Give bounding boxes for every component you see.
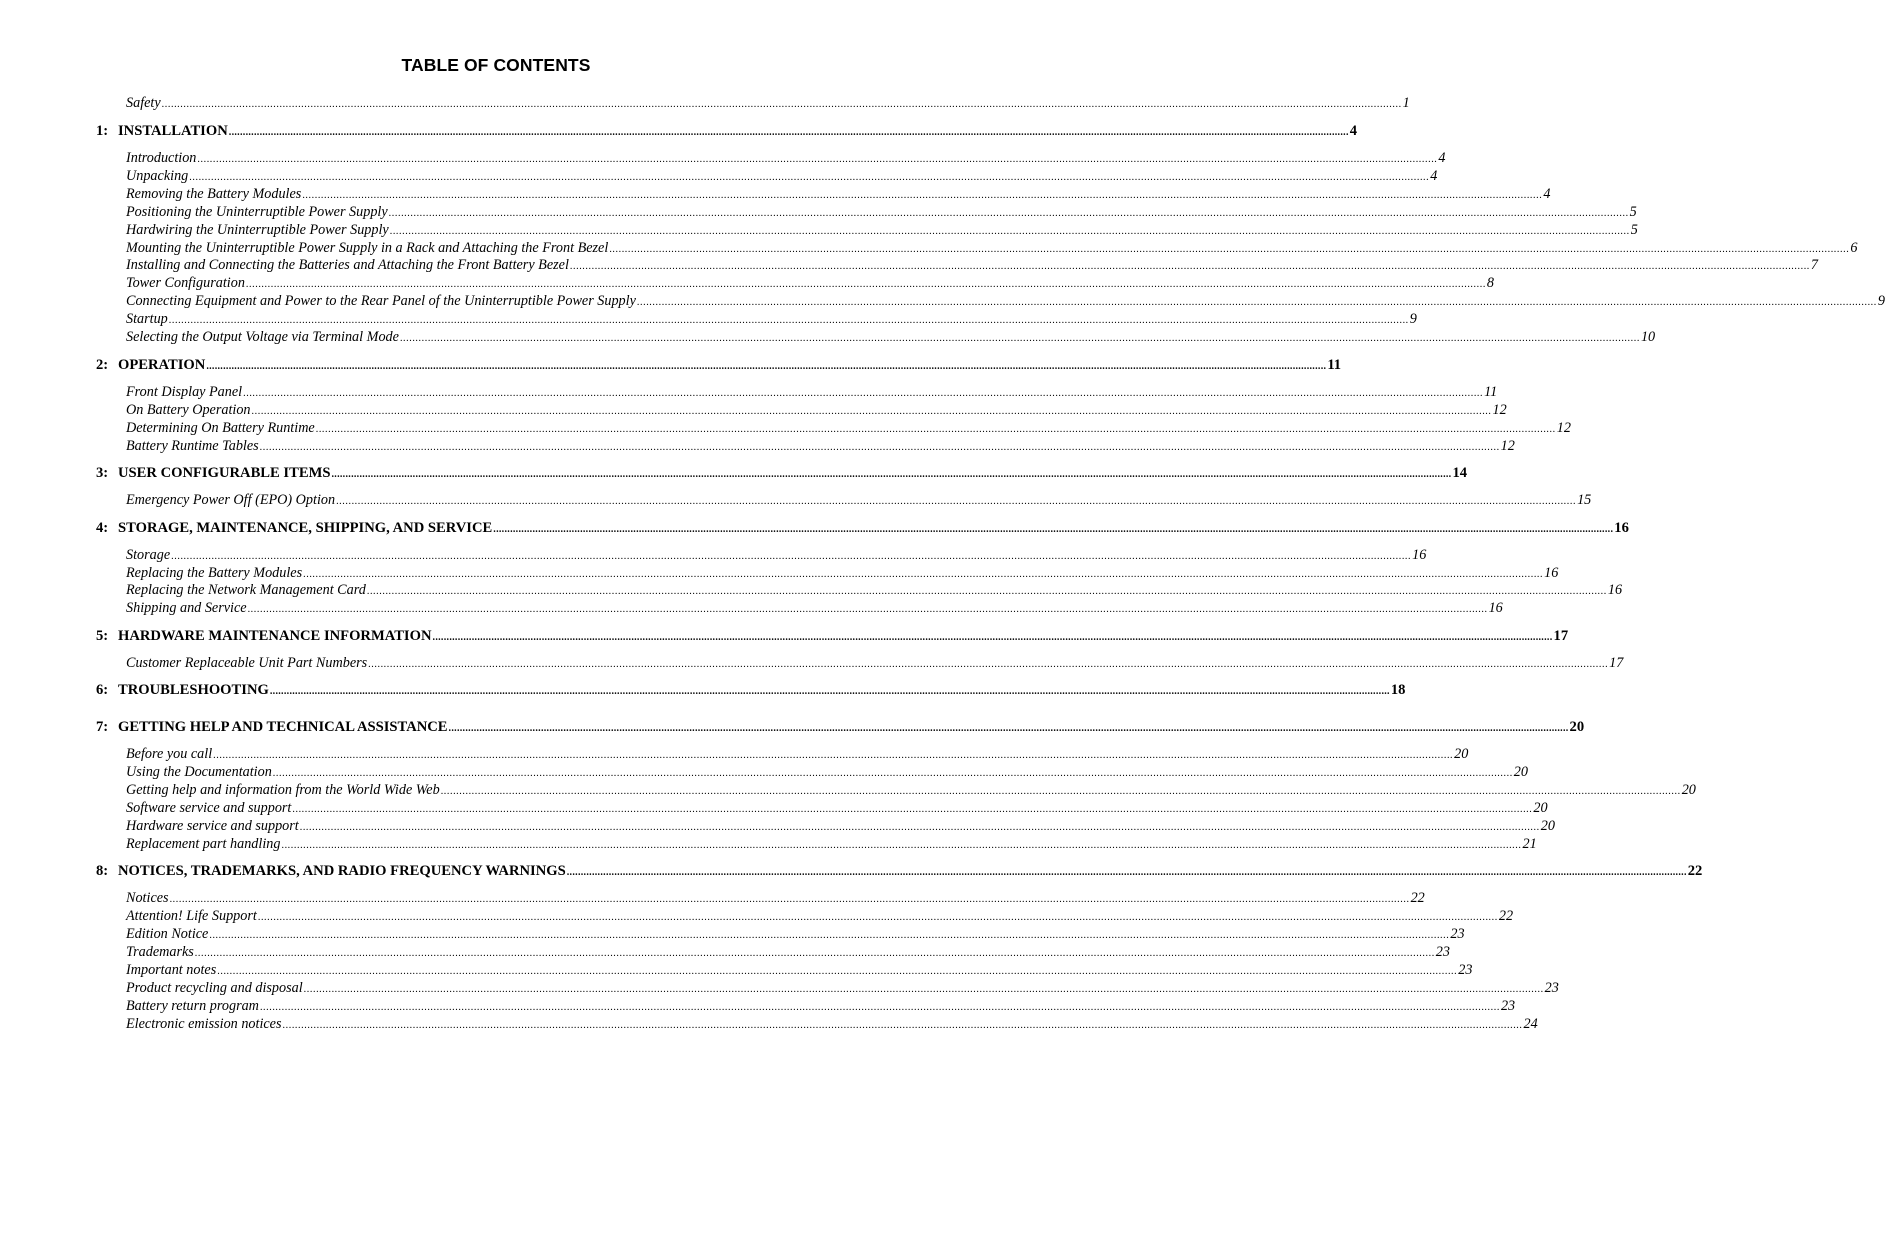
entry-label: Edition Notice	[126, 926, 209, 942]
entry-label: On Battery Operation	[126, 402, 251, 418]
toc-section-entry[interactable]	[126, 492, 1592, 509]
entry-label: NOTICES, TRADEMARKS, AND RADIO FREQUENCY WARNINGS	[118, 863, 566, 879]
page-number: 20	[1513, 764, 1528, 780]
dot-leader: ................................................................................................................................................................................................................................................................................................................................................................................................................	[315, 424, 1556, 435]
toc-section-entry[interactable]	[126, 293, 1885, 310]
toc-section-entry[interactable]	[126, 890, 1425, 907]
toc-section-entry[interactable]	[126, 150, 1446, 167]
toc-chapter-entry[interactable]	[96, 123, 1358, 140]
page-number: 23	[1435, 944, 1450, 960]
page-number: 15	[1577, 492, 1592, 508]
page-number: 20	[1454, 746, 1469, 762]
dot-leader: ................................................................................................................................................................................................................................................................................................................................................................................................................	[388, 208, 1629, 219]
page-number: 16	[1488, 600, 1503, 616]
dot-leader: ................................................................................................................................................................................................................................................................................................................................................................................................................	[168, 315, 1409, 326]
page-number: 16	[1412, 547, 1427, 563]
dot-leader: ................................................................................................................................................................................................................................................................................................................................................................................................................	[209, 930, 1450, 941]
toc-chapter-entry[interactable]	[96, 357, 1342, 374]
toc-section-entry[interactable]	[126, 257, 1818, 274]
chapter-number: 2:	[96, 357, 109, 373]
dot-leader: ................................................................................................................................................................................................................................................................................................................................................................................................................	[366, 586, 1607, 597]
toc-section-entry[interactable]	[126, 402, 1507, 419]
toc-section-entry[interactable]	[126, 962, 1473, 979]
dot-leader: ................................................................................................................................................................................................................................................................................................................................................................................................................	[194, 948, 1435, 959]
toc-chapter-entry[interactable]	[96, 465, 1468, 482]
dot-leader: ................................................................................................................................................................................................................................................................................................................................................................................................................	[566, 867, 1687, 878]
toc-section-entry[interactable]	[126, 547, 1427, 564]
page-number: 5	[1629, 204, 1637, 220]
toc-section-entry[interactable]	[126, 438, 1515, 455]
dot-leader: ................................................................................................................................................................................................................................................................................................................................................................................................................	[259, 1002, 1500, 1013]
page-number: 20	[1540, 818, 1555, 834]
entry-label: Attention! Life Support	[126, 908, 257, 924]
entry-label: Replacing the Battery Modules	[126, 565, 303, 581]
toc-section-entry[interactable]	[126, 926, 1465, 943]
entry-label: Hardwiring the Uninterruptible Power Supply	[126, 222, 389, 238]
page-number: 11	[1484, 384, 1498, 400]
dot-leader: ................................................................................................................................................................................................................................................................................................................................................................................................................	[161, 99, 1402, 110]
entry-label: Replacement part handling	[126, 836, 281, 852]
dot-leader: ................................................................................................................................................................................................................................................................................................................................................................................................................	[303, 569, 1544, 580]
entry-label: Front Display Panel	[126, 384, 243, 400]
page-number: 24	[1523, 1016, 1538, 1032]
toc-section-entry[interactable]	[126, 384, 1498, 401]
toc-section-entry[interactable]	[126, 275, 1495, 292]
dot-leader: ................................................................................................................................................................................................................................................................................................................................................................................................................	[171, 551, 1412, 562]
page-number: 21	[1522, 836, 1537, 852]
entry-label: Determining On Battery Runtime	[126, 420, 315, 436]
page-number: 22	[1498, 908, 1514, 924]
entry-label: Using the Documentation	[126, 764, 272, 780]
dot-leader: ................................................................................................................................................................................................................................................................................................................................................................................................................	[432, 632, 1553, 643]
page-number: 4	[1438, 150, 1446, 166]
dot-leader: ................................................................................................................................................................................................................................................................................................................................................................................................................	[569, 261, 1810, 272]
entry-label: Battery return program	[126, 998, 259, 1014]
toc-section-entry[interactable]	[126, 1016, 1538, 1033]
entry-label: Product recycling and disposal	[126, 980, 303, 996]
entry-label: Selecting the Output Voltage via Terminal Mode	[126, 329, 399, 345]
entry-label: Tower Configuration	[126, 275, 245, 291]
page-number: 23	[1544, 980, 1559, 996]
dot-leader: ................................................................................................................................................................................................................................................................................................................................................................................................................	[251, 406, 1492, 417]
page-number: 14	[1452, 465, 1468, 481]
page-number: 4	[1430, 168, 1438, 184]
page-number: 23	[1450, 926, 1465, 942]
toc-section-entry[interactable]	[126, 800, 1548, 817]
dot-leader: ................................................................................................................................................................................................................................................................................................................................................................................................................	[217, 966, 1458, 977]
entry-label: GETTING HELP AND TECHNICAL ASSISTANCE	[118, 719, 448, 735]
toc-chapter-entry[interactable]	[96, 719, 1585, 736]
chapter-number: 5:	[96, 628, 109, 644]
entry-label: Before you call	[126, 746, 213, 762]
dot-leader: ................................................................................................................................................................................................................................................................................................................................................................................................................	[292, 804, 1533, 815]
entry-label: Positioning the Uninterruptible Power Supply	[126, 204, 388, 220]
dot-leader: ................................................................................................................................................................................................................................................................................................................................................................................................................	[281, 840, 1522, 851]
toc-section-entry[interactable]	[126, 329, 1656, 346]
page-number: 20	[1569, 719, 1585, 735]
toc-section-entry[interactable]	[126, 95, 1410, 112]
dot-leader: ................................................................................................................................................................................................................................................................................................................................................................................................................	[448, 723, 1569, 734]
page-number: 22	[1687, 863, 1703, 879]
page-number: 12	[1500, 438, 1515, 454]
dot-leader: ................................................................................................................................................................................................................................................................................................................................................................................................................	[197, 154, 1438, 165]
chapter-number: 7:	[96, 719, 109, 735]
page-number: 7	[1810, 257, 1818, 273]
entry-label: USER CONFIGURABLE ITEMS	[118, 465, 331, 481]
dot-leader: ................................................................................................................................................................................................................................................................................................................................................................................................................	[609, 244, 1850, 255]
toc-section-entry[interactable]	[126, 764, 1528, 781]
chapter-number: 8:	[96, 863, 109, 879]
page-number: 17	[1609, 655, 1624, 671]
page-number: 22	[1410, 890, 1425, 906]
dot-leader: ................................................................................................................................................................................................................................................................................................................................................................................................................	[282, 1020, 1523, 1031]
toc-section-entry[interactable]	[126, 908, 1514, 925]
toc-chapter-entry[interactable]	[96, 520, 1629, 537]
entry-label: Replacing the Network Management Card	[126, 582, 366, 598]
dot-leader: ................................................................................................................................................................................................................................................................................................................................................................................................................	[213, 750, 1454, 761]
toc-section-entry[interactable]	[126, 204, 1637, 221]
page-number: 20	[1533, 800, 1548, 816]
toc-chapter-entry[interactable]	[96, 682, 1406, 699]
toc-section-entry[interactable]	[126, 998, 1516, 1015]
dot-leader: ................................................................................................................................................................................................................................................................................................................................................................................................................	[336, 496, 1577, 507]
entry-label: Battery Runtime Tables	[126, 438, 259, 454]
entry-label: Connecting Equipment and Power to the Rear Panel of the Uninterruptible Power Supply	[126, 293, 636, 309]
toc-section-entry[interactable]	[126, 600, 1503, 617]
page-number: 23	[1458, 962, 1473, 978]
page-number: 20	[1681, 782, 1696, 798]
chapter-number: 3:	[96, 465, 109, 481]
toc-section-entry[interactable]	[126, 420, 1571, 437]
page-number: 16	[1544, 565, 1559, 581]
toc-section-entry[interactable]	[126, 240, 1858, 257]
page-number: 6	[1850, 240, 1858, 256]
entry-label: Notices	[126, 890, 169, 906]
page-title: TABLE OF CONTENTS	[401, 55, 591, 75]
dot-leader: ................................................................................................................................................................................................................................................................................................................................................................................................................	[206, 361, 1327, 372]
page-number: 18	[1390, 682, 1406, 698]
dot-leader: ................................................................................................................................................................................................................................................................................................................................................................................................................	[269, 686, 1390, 697]
page-number: 4	[1349, 123, 1358, 139]
entry-label: Removing the Battery Modules	[126, 186, 302, 202]
entry-label: Introduction	[126, 150, 197, 166]
dot-leader: ................................................................................................................................................................................................................................................................................................................................................................................................................	[368, 659, 1609, 670]
dot-leader: ................................................................................................................................................................................................................................................................................................................................................................................................................	[399, 333, 1640, 344]
page-number: 16	[1614, 520, 1629, 536]
dot-leader: ................................................................................................................................................................................................................................................................................................................................................................................................................	[440, 786, 1681, 797]
chapter-number: 4:	[96, 520, 109, 536]
dot-leader: ................................................................................................................................................................................................................................................................................................................................................................................................................	[228, 127, 1349, 138]
entry-label: Storage	[126, 547, 171, 563]
page-number: 17	[1553, 628, 1569, 644]
entry-label: Startup	[126, 311, 168, 327]
toc-section-entry[interactable]	[126, 565, 1559, 582]
chapter-number: 1:	[96, 123, 109, 139]
entry-label: Getting help and information from the World Wide Web	[126, 782, 440, 798]
dot-leader: ................................................................................................................................................................................................................................................................................................................................................................................................................	[257, 912, 1498, 923]
dot-leader: ................................................................................................................................................................................................................................................................................................................................................................................................................	[245, 279, 1486, 290]
entry-label: Mounting the Uninterruptible Power Supply in a Rack and Attaching the Front Bezel	[126, 240, 609, 256]
entry-label: Shipping and Service	[126, 600, 247, 616]
entry-label: Installing and Connecting the Batteries and Attaching the Front Battery Bezel	[126, 257, 569, 273]
toc-section-entry[interactable]	[126, 311, 1417, 328]
page-number: 16	[1607, 582, 1623, 598]
toc-section-entry[interactable]	[126, 168, 1438, 185]
dot-leader: ................................................................................................................................................................................................................................................................................................................................................................................................................	[493, 524, 1614, 535]
page-number: 9	[1409, 311, 1417, 327]
toc-section-entry[interactable]	[126, 782, 1696, 799]
dot-leader: ................................................................................................................................................................................................................................................................................................................................................................................................................	[303, 984, 1544, 995]
dot-leader: ................................................................................................................................................................................................................................................................................................................................................................................................................	[389, 226, 1630, 237]
entry-label: Hardware service and support	[126, 818, 299, 834]
dot-leader: ................................................................................................................................................................................................................................................................................................................................................................................................................	[272, 768, 1513, 779]
page-number: 23	[1500, 998, 1516, 1014]
dot-leader: ................................................................................................................................................................................................................................................................................................................................................................................................................	[169, 894, 1410, 905]
entry-label: Trademarks	[126, 944, 194, 960]
entry-label: TROUBLESHOOTING	[118, 682, 269, 698]
entry-label: Customer Replaceable Unit Part Numbers	[126, 655, 368, 671]
dot-leader: ................................................................................................................................................................................................................................................................................................................................................................................................................	[247, 604, 1488, 615]
toc-chapter-entry[interactable]	[96, 863, 1703, 880]
entry-label: Unpacking	[126, 168, 189, 184]
entry-label: Software service and support	[126, 800, 292, 816]
entry-label: INSTALLATION	[118, 123, 228, 139]
toc-section-entry[interactable]	[126, 222, 1638, 239]
page-number: 1	[1402, 95, 1410, 111]
page-number: 4	[1543, 186, 1551, 202]
dot-leader: ................................................................................................................................................................................................................................................................................................................................................................................................................	[302, 190, 1543, 201]
entry-label: STORAGE, MAINTENANCE, SHIPPING, AND SERVICE	[118, 520, 493, 536]
page-number: 9	[1877, 293, 1885, 309]
toc-section-entry[interactable]	[126, 186, 1551, 203]
entry-label: Safety	[126, 95, 161, 111]
toc-section-entry[interactable]	[126, 944, 1450, 961]
page-number: 8	[1486, 275, 1495, 291]
dot-leader: ................................................................................................................................................................................................................................................................................................................................................................................................................	[636, 297, 1877, 308]
entry-label: HARDWARE MAINTENANCE INFORMATION	[118, 628, 432, 644]
dot-leader: ................................................................................................................................................................................................................................................................................................................................................................................................................	[331, 469, 1452, 480]
toc-section-entry[interactable]	[126, 818, 1555, 835]
toc-section-entry[interactable]	[126, 582, 1623, 599]
toc-chapter-entry[interactable]	[96, 628, 1569, 645]
entry-label: Emergency Power Off (EPO) Option	[126, 492, 336, 508]
chapter-number: 6:	[96, 682, 109, 698]
toc-section-entry[interactable]	[126, 655, 1624, 672]
page-number: 10	[1640, 329, 1656, 345]
page-number: 11	[1327, 357, 1342, 373]
toc-section-entry[interactable]	[126, 746, 1469, 763]
toc-section-entry[interactable]	[126, 980, 1559, 997]
page-number: 12	[1556, 420, 1571, 436]
dot-leader: ................................................................................................................................................................................................................................................................................................................................................................................................................	[189, 172, 1430, 183]
entry-label: Electronic emission notices	[126, 1016, 282, 1032]
dot-leader: ................................................................................................................................................................................................................................................................................................................................................................................................................	[299, 822, 1540, 833]
entry-label: OPERATION	[118, 357, 206, 373]
page-number: 12	[1492, 402, 1507, 418]
dot-leader: ................................................................................................................................................................................................................................................................................................................................................................................................................	[243, 388, 1484, 399]
dot-leader: ................................................................................................................................................................................................................................................................................................................................................................................................................	[259, 442, 1500, 453]
toc-section-entry[interactable]	[126, 836, 1537, 853]
page-number: 5	[1630, 222, 1638, 238]
entry-label: Important notes	[126, 962, 217, 978]
